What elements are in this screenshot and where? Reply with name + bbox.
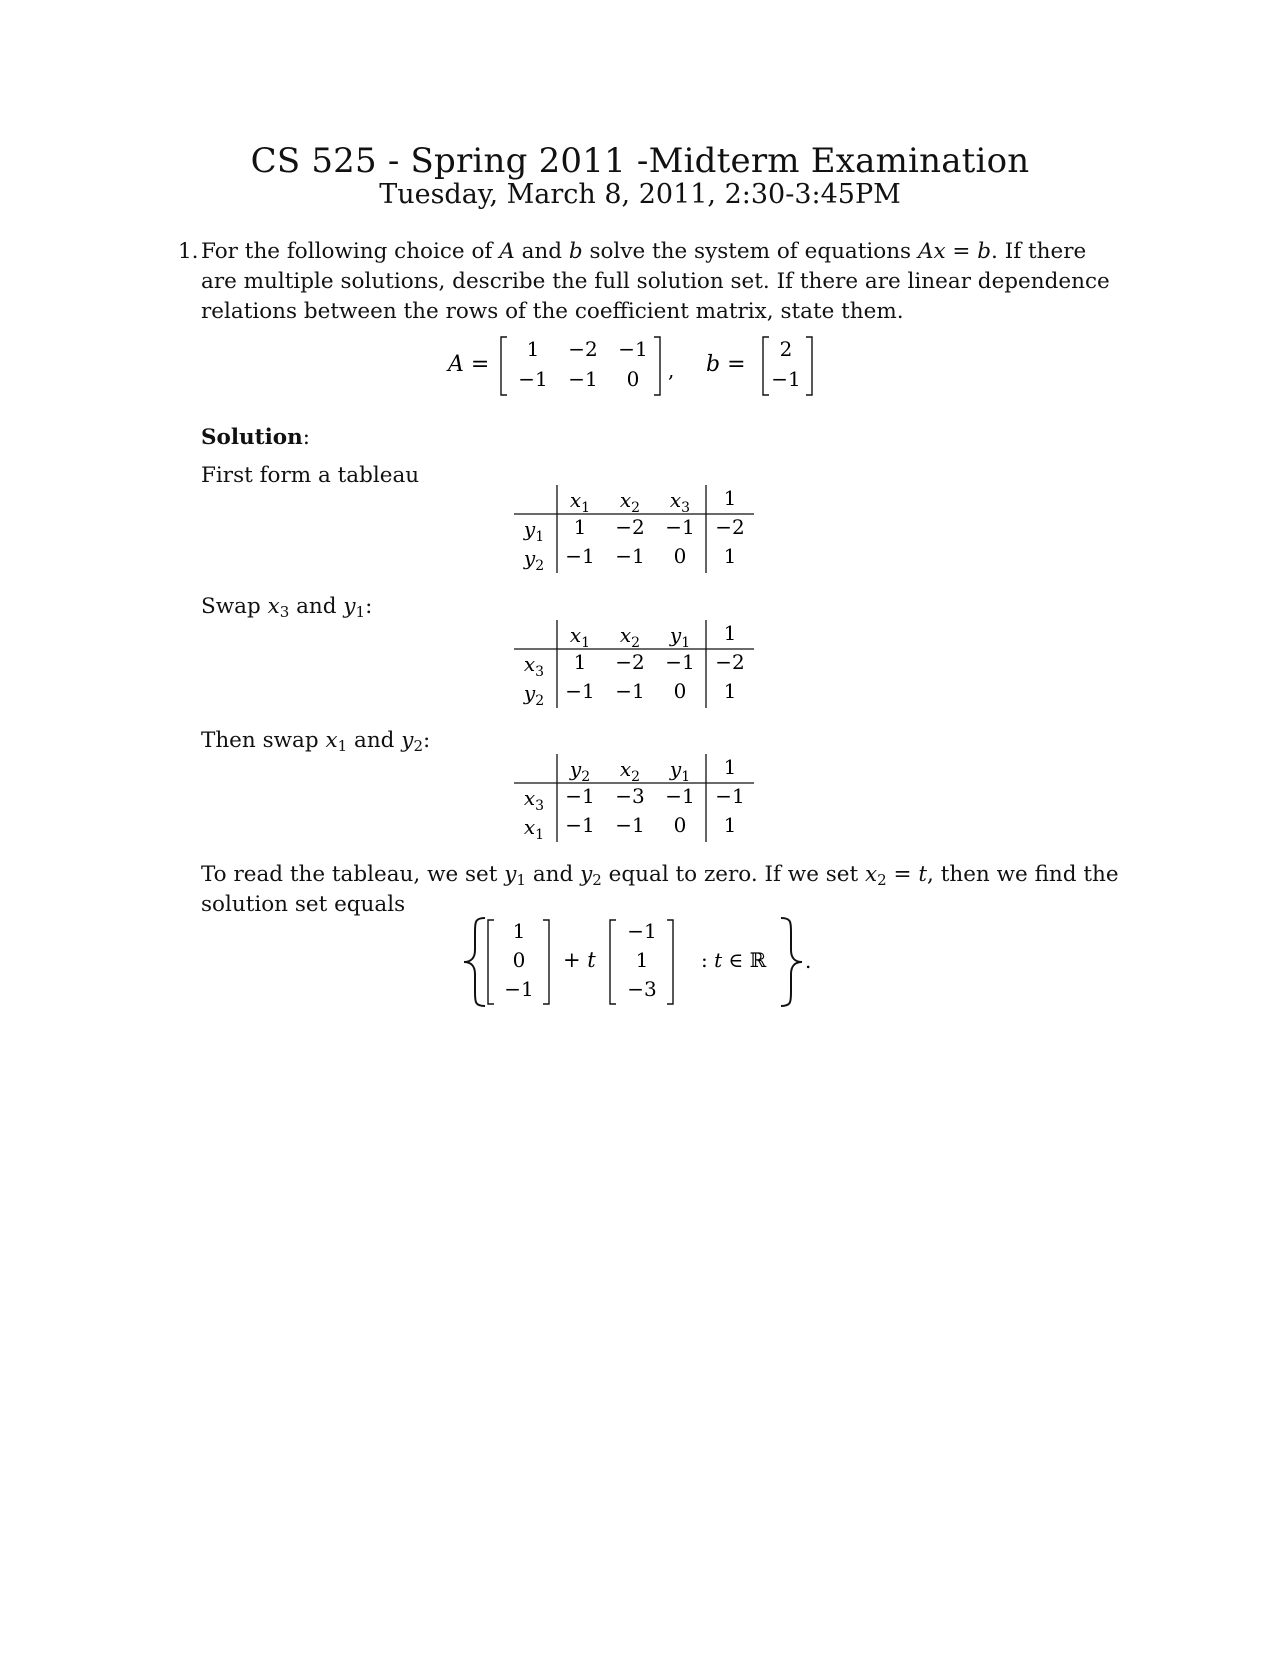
tableau-1-rhs: 1 xyxy=(723,544,737,568)
step-swap-x3-y1: Swap $x_3$ and $y_1$: xyxy=(201,594,373,621)
conclusion-text xyxy=(201,860,1119,920)
tableau-1 xyxy=(510,485,770,577)
tableau-1-rhs: −2 xyxy=(715,515,745,539)
matrix-a-cell: −1 xyxy=(618,337,648,361)
tableau-1-col-header: $x_2$ xyxy=(619,488,641,516)
question-line-1: For the following choice of A and b solve the system of equations Ax = b. If there xyxy=(201,239,1087,264)
matrix-a-cell: −1 xyxy=(568,367,598,391)
tableau-2-col-header: $y_1$ xyxy=(669,623,691,651)
question-text xyxy=(201,237,1110,327)
matrix-a-label: A = xyxy=(448,352,490,377)
tableau-3-col-header: $x_2$ xyxy=(619,757,641,785)
point-cell: −1 xyxy=(504,977,534,1001)
matrix-a-cell: −2 xyxy=(568,337,598,361)
conclusion-line-2: solution set equals xyxy=(201,892,406,917)
tableau-1-cell: −1 xyxy=(565,544,595,568)
tableau-1-cell: 1 xyxy=(573,515,587,539)
matrix-a-cell: 1 xyxy=(526,337,540,361)
tableau-3-cell: −3 xyxy=(615,784,645,808)
tableau-1-col-header: $x_3$ xyxy=(669,488,691,516)
matrix-a-cell: 0 xyxy=(626,367,640,391)
direction-left-bracket xyxy=(610,920,616,1004)
conclusion-line-1: To read the tableau, we set $y_1$ and $y_2$ equal to zero. If we set $x_2 = t$, then we find the xyxy=(201,862,1119,889)
matrix-a-right-bracket xyxy=(654,337,660,395)
vector-b-right-bracket xyxy=(806,337,812,395)
question-line-3: relations between the rows of the coefficient matrix, state them. xyxy=(201,299,904,324)
tableau-2-col-header: $x_2$ xyxy=(619,623,641,651)
tableau-3-cell: −1 xyxy=(615,813,645,837)
exam-title: CS 525 - Spring 2011 -Midterm Examination xyxy=(250,141,1030,181)
tableau-2-cell: 1 xyxy=(573,650,587,674)
vector-b-left-bracket xyxy=(763,337,769,395)
tableau-2-cell: −1 xyxy=(615,679,645,703)
tableau-3-cell: −1 xyxy=(565,784,595,808)
solution-set xyxy=(455,912,825,1012)
final-period: . xyxy=(805,949,812,973)
tableau-3-rhs: 1 xyxy=(723,813,737,837)
tableau-2-row-label: $y_2$ xyxy=(523,681,545,709)
tableau-1-cell: −1 xyxy=(615,544,645,568)
direction-right-bracket xyxy=(667,920,673,1004)
tableau-2-col-header: $x_1$ xyxy=(569,623,591,651)
vector-b-cell: 2 xyxy=(779,337,793,361)
tableau-2-rhs: −2 xyxy=(715,650,745,674)
left-brace xyxy=(464,918,485,1006)
tableau-3-row-label: $x_3$ xyxy=(523,786,545,814)
tableau-1-col-header: $x_1$ xyxy=(569,488,591,516)
tableau-1-row-label: $y_1$ xyxy=(523,517,545,545)
tableau-1-row-label: $y_2$ xyxy=(523,546,545,574)
plus-t: + t xyxy=(563,948,596,972)
point-cell: 0 xyxy=(512,948,526,972)
direction-cell: 1 xyxy=(635,948,649,972)
vector-b-label: b = xyxy=(706,352,746,377)
matrix-a-cell: −1 xyxy=(518,367,548,391)
point-right-bracket xyxy=(543,920,549,1004)
tableau-3-rhs-header: 1 xyxy=(723,755,737,779)
tableau-1-rhs-header: 1 xyxy=(723,486,737,510)
tableau-3-cell: 0 xyxy=(673,813,687,837)
tableau-3-cell: −1 xyxy=(565,813,595,837)
tableau-2-cell: −1 xyxy=(565,679,595,703)
tableau-3-cell: −1 xyxy=(665,784,695,808)
tableau-2-rhs-header: 1 xyxy=(723,621,737,645)
tableau-2-cell: 0 xyxy=(673,679,687,703)
direction-cell: −3 xyxy=(627,977,657,1001)
question-line-2: are multiple solutions, describe the full solution set. If there are linear dependence xyxy=(201,269,1110,294)
tableau-1-cell: −1 xyxy=(665,515,695,539)
point-cell: 1 xyxy=(512,919,526,943)
direction-cell: −1 xyxy=(627,919,657,943)
tableau-3-col-header: $y_1$ xyxy=(669,757,691,785)
vector-b-cell: −1 xyxy=(771,367,801,391)
exam-date: Tuesday, March 8, 2011, 2:30-3:45PM xyxy=(379,179,901,210)
tableau-3 xyxy=(510,754,770,846)
step-form-tableau: First form a tableau xyxy=(201,463,420,488)
step-swap-x1-y2: Then swap $x_1$ and $y_2$: xyxy=(201,728,431,755)
tableau-1-cell: −2 xyxy=(615,515,645,539)
tableau-2-rhs: 1 xyxy=(723,679,737,703)
question-number: 1. xyxy=(178,239,199,264)
matrix-a-left-bracket xyxy=(501,337,507,395)
right-brace xyxy=(781,918,802,1006)
point-left-bracket xyxy=(488,920,494,1004)
tableau-3-row-label: $x_1$ xyxy=(523,815,545,843)
set-condition: : t ∈ ℝ xyxy=(701,948,767,972)
tableau-2-row-label: $x_3$ xyxy=(523,652,545,680)
matrix-equation xyxy=(440,333,840,403)
comma: , xyxy=(668,358,675,382)
tableau-3-col-header: $y_2$ xyxy=(569,757,591,785)
tableau-2-cell: −2 xyxy=(615,650,645,674)
solution-heading: Solution: xyxy=(201,425,310,450)
tableau-1-cell: 0 xyxy=(673,544,687,568)
tableau-2-cell: −1 xyxy=(665,650,695,674)
tableau-2 xyxy=(510,620,770,712)
tableau-3-rhs: −1 xyxy=(715,784,745,808)
